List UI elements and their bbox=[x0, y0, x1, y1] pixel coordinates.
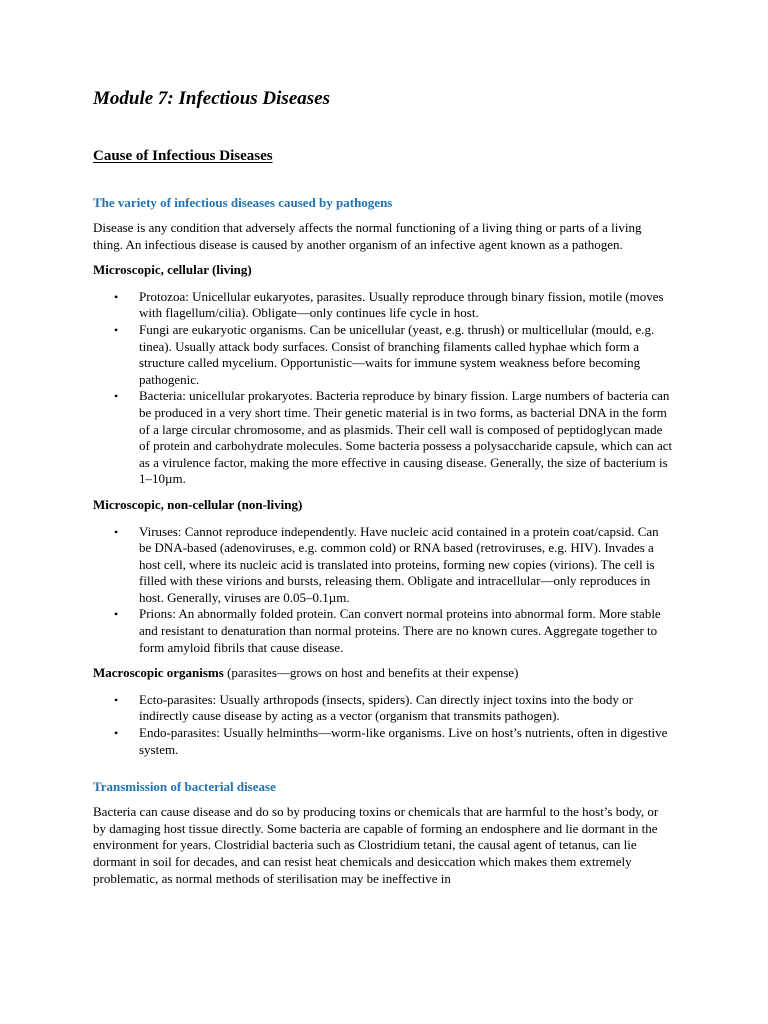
macroscopic-heading-bold: Macroscopic organisms bbox=[93, 665, 224, 681]
list-item bbox=[93, 692, 673, 725]
bullet-icon: • bbox=[114, 389, 119, 404]
noncellular-heading-text: Microscopic, non-cellular (non-living) bbox=[93, 496, 303, 512]
subsection-heading-pathogens: The variety of infectious diseases caused by pathogens bbox=[93, 195, 393, 210]
list-item-text: Endo-parasites: Usually helminths—worm-like organisms. Live on host’s nutrients, often in digestive system. bbox=[139, 725, 668, 757]
macroscopic-heading bbox=[93, 665, 673, 682]
module-title: Module 7: Infectious Diseases bbox=[93, 88, 330, 109]
list-item bbox=[93, 289, 673, 322]
cellular-heading bbox=[93, 262, 673, 279]
list-item-text: Bacteria: unicellular prokaryotes. Bacteria reproduce by binary fission. Large numbers of bacteria can be produced in a very short time. Their genetic material is in two forms, as bacterial DNA in the form of a large circular chromosome, and as plasmids. Their cell wall is composed of peptidoglycan made of protein and carbohydrate molecules. Some bacteria possess a polysaccharide capsule, which can act as a virulence factor, making the more effective in causing disease. Generally, the size of bacterium is 1–10µm. bbox=[139, 388, 673, 487]
macroscopic-list bbox=[93, 692, 673, 758]
list-item bbox=[93, 524, 673, 607]
list-item bbox=[93, 322, 673, 388]
list-item-text: Viruses: Cannot reproduce independently. Have nucleic acid contained in a protein coat/capsid. Can be DNA-based (adenoviruses, e.g. common cold) or RNA based (retroviruses, e.g. HIV). Invades a host cell, where its nucleic acid is translated into proteins, forming new copies (virions). The cell is filled with these virions and bursts, releasing them. Obligate and intracellular—only reproduces in host. Generally, viruses are 0.05–0.1µm. bbox=[139, 523, 659, 605]
bullet-icon: • bbox=[114, 726, 119, 741]
list-item bbox=[93, 606, 673, 656]
document-body bbox=[93, 86, 673, 887]
noncellular-list bbox=[93, 524, 673, 657]
transmission-paragraph: Bacteria can cause disease and do so by producing toxins or chemicals that are harmful to the host’s body, or by damaging host tissue directly. Some bacteria are capable of forming an endosphere and lie dormant in the environment for years. Clostridial bacteria such as Clostridium tetani, the causal agent of tetanus, can lie dormant in soil for decades, and can resist heat chemicals and desiccation which makes them extremely problematic, as normal methods of sterilisation may be ineffective in bbox=[93, 804, 659, 886]
noncellular-heading bbox=[93, 497, 673, 514]
section-title: Cause of Infectious Diseases bbox=[93, 148, 273, 164]
list-item-text: Ecto-parasites: Usually arthropods (insects, spiders). Can directly inject toxins into the body or indirectly cause disease by acting as a vector (organism that transmits pathogen). bbox=[139, 691, 633, 724]
macroscopic-heading-rest: (parasites—grows on host and benefits at their expense) bbox=[223, 665, 519, 681]
cellular-list bbox=[93, 289, 673, 488]
list-item bbox=[93, 725, 673, 758]
list-item-text: Protozoa: Unicellular eukaryotes, parasites. Usually reproduce through binary fission, motile (moves with flagellum/cilia). Obligate—only continues life cycle in host. bbox=[139, 288, 664, 321]
intro-paragraph: Disease is any condition that adversely affects the normal functioning of a living thing or parts of a living thing. An infectious disease is caused by another organism of an infective agent known as a pathogen. bbox=[93, 220, 642, 252]
list-item-text: Prions: An abnormally folded protein. Can convert normal proteins into abnormal form. More stable and resistant to denaturation than normal proteins. There are no known cures. Aggregate together to form amyloid fibrils that cause disease. bbox=[139, 606, 661, 655]
bullet-icon: • bbox=[114, 322, 119, 337]
list-item-text: Fungi are eukaryotic organisms. Can be unicellular (yeast, e.g. thrush) or multicellular (mould, e.g. tinea). Usually attack body surfaces. Consist of branching filaments called hyphae which form a structure called mycelium. Opportunistic—waits for immune system weakness before becoming pathogenic. bbox=[139, 321, 655, 387]
bullet-icon: • bbox=[114, 692, 119, 707]
cellular-heading-text: Microscopic, cellular (living) bbox=[93, 262, 252, 278]
bullet-icon: • bbox=[114, 289, 119, 304]
subsection-heading-transmission: Transmission of bacterial disease bbox=[93, 779, 276, 795]
bullet-icon: • bbox=[114, 607, 119, 622]
bullet-icon: • bbox=[114, 524, 119, 539]
list-item bbox=[93, 388, 673, 488]
